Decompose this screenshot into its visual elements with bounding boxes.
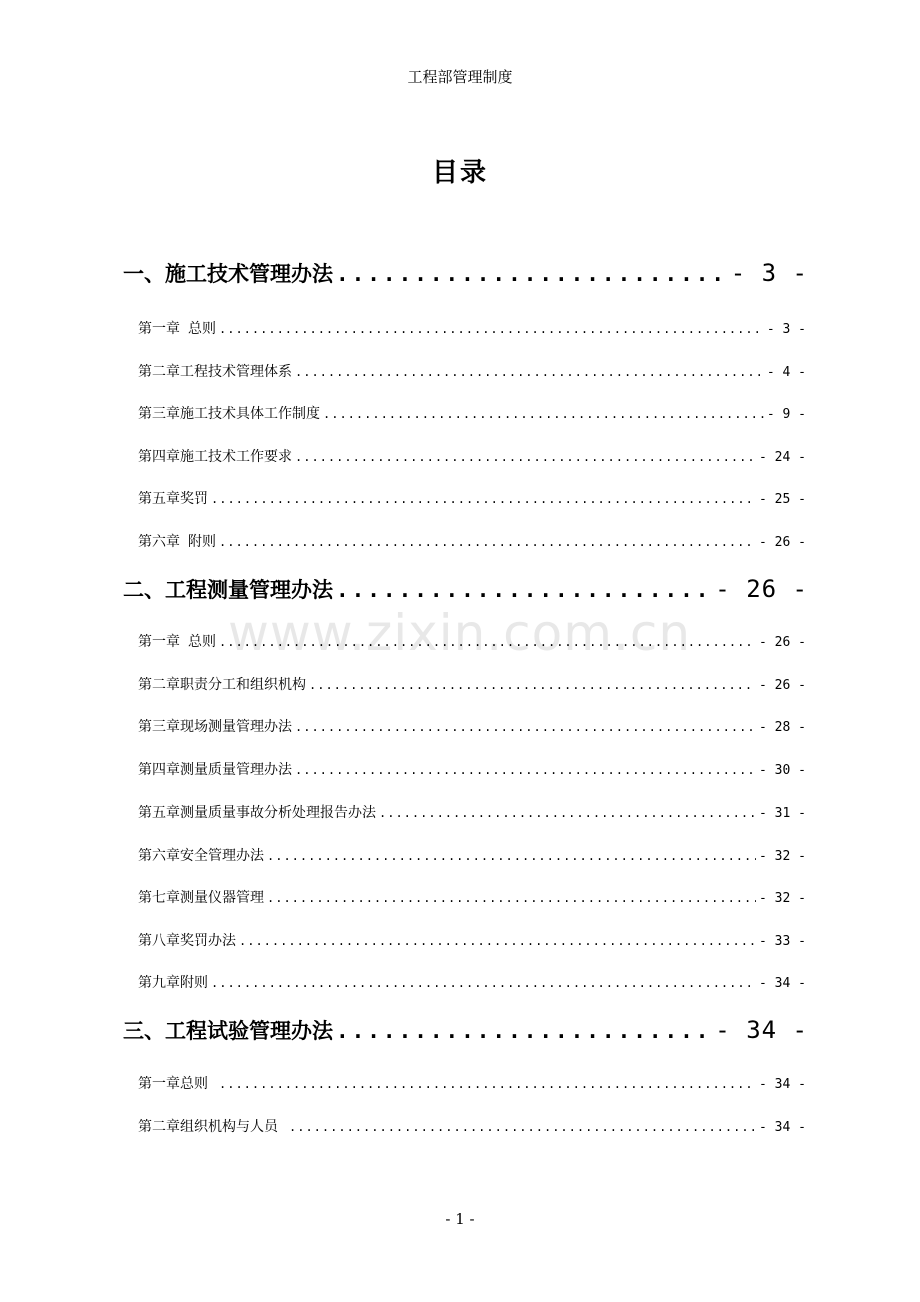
dot-leader [309, 678, 756, 692]
chapter-name: 测量质量管理办法 [180, 762, 292, 778]
toc-section-page: - 26 - [715, 575, 808, 603]
chapter-page: - 26 - [759, 635, 806, 650]
chapter-page: - 30 - [759, 763, 806, 778]
toc-chapter[interactable] [138, 1116, 806, 1136]
dot-leader [267, 849, 756, 863]
chapter-number: 第四章 [138, 449, 180, 465]
chapter-number: 第一章 [138, 634, 180, 650]
dot-leader [219, 1077, 756, 1091]
dot-leader [219, 635, 756, 649]
chapter-page: - 24 - [759, 450, 806, 465]
toc-chapter[interactable] [138, 845, 806, 865]
toc-chapter[interactable] [138, 631, 806, 651]
toc-section-label: 一、施工技术管理办法 [123, 262, 333, 286]
chapter-number: 第九章 [138, 975, 180, 991]
chapter-number: 第一章 [138, 1076, 180, 1092]
toc-chapter[interactable] [138, 802, 806, 822]
chapter-number: 第六章 [138, 534, 180, 550]
dot-leader [211, 976, 756, 990]
chapter-name: 测量仪器管理 [180, 890, 264, 906]
toc-section-page: - 3 - [730, 259, 808, 287]
dot-leader [323, 407, 764, 421]
chapter-page: - 25 - [759, 492, 806, 507]
chapter-page: - 26 - [759, 535, 806, 550]
chapter-number: 第七章 [138, 890, 180, 906]
chapter-name: 总则 [188, 321, 216, 337]
chapter-name: 测量质量事故分析处理报告办法 [180, 805, 376, 821]
chapter-name: 安全管理办法 [180, 848, 264, 864]
chapter-name: 组织机构与人员 [180, 1119, 278, 1135]
toc-chapter[interactable] [138, 674, 806, 694]
dot-leader [239, 934, 756, 948]
dot-leader [219, 322, 764, 336]
chapter-number: 第八章 [138, 933, 180, 949]
chapter-name: 附则 [180, 975, 208, 991]
chapter-name: 施工技术工作要求 [180, 449, 292, 465]
dot-leader [295, 763, 756, 777]
toc-chapter[interactable] [138, 759, 806, 779]
chapter-number: 第二章 [138, 677, 180, 693]
toc-title: 目录 [431, 158, 488, 188]
toc-section[interactable] [123, 1015, 808, 1045]
toc-chapter[interactable] [138, 488, 806, 508]
chapter-name: 附则 [188, 534, 216, 550]
watermark: www.zixin.com.cn [228, 604, 692, 662]
toc-section-label: 二、工程测量管理办法 [123, 578, 333, 602]
dot-leader [267, 891, 756, 905]
dot-leader [336, 262, 728, 286]
chapter-number: 第一章 [138, 321, 180, 337]
chapter-name: 总则 [180, 1076, 208, 1092]
chapter-page: - 31 - [759, 806, 806, 821]
chapter-name: 奖罚办法 [180, 933, 236, 949]
chapter-page: - 34 - [759, 1120, 806, 1135]
toc-chapter[interactable] [138, 531, 806, 551]
toc-chapter[interactable] [138, 403, 806, 423]
chapter-page: - 9 - [766, 407, 806, 422]
page-number: - 1 - [445, 1210, 475, 1228]
dot-leader [219, 535, 756, 549]
chapter-page: - 34 - [759, 976, 806, 991]
chapter-number: 第五章 [138, 491, 180, 507]
dot-leader [295, 720, 756, 734]
chapter-number: 第二章 [138, 364, 180, 380]
chapter-name: 总则 [188, 634, 216, 650]
toc-chapter[interactable] [138, 318, 806, 338]
toc-section[interactable] [123, 258, 808, 288]
chapter-number: 第二章 [138, 1119, 180, 1135]
chapter-name: 施工技术具体工作制度 [180, 406, 320, 422]
dot-leader [336, 1019, 712, 1043]
chapter-page: - 28 - [759, 720, 806, 735]
toc-chapter[interactable] [138, 887, 806, 907]
toc-section-label: 三、工程试验管理办法 [123, 1019, 333, 1043]
dot-leader [289, 1120, 756, 1134]
dot-leader [295, 450, 756, 464]
chapter-page: - 33 - [759, 934, 806, 949]
chapter-name: 奖罚 [180, 491, 208, 507]
dot-leader [295, 365, 764, 379]
chapter-page: - 4 - [766, 365, 806, 380]
toc-chapter[interactable] [138, 1073, 806, 1093]
toc-chapter[interactable] [138, 930, 806, 950]
chapter-page: - 34 - [759, 1077, 806, 1092]
chapter-page: - 26 - [759, 678, 806, 693]
toc-chapter[interactable] [138, 972, 806, 992]
chapter-page: - 32 - [759, 891, 806, 906]
chapter-number: 第三章 [138, 719, 180, 735]
toc-chapter[interactable] [138, 446, 806, 466]
chapter-page: - 32 - [759, 849, 806, 864]
dot-leader [379, 806, 756, 820]
toc-chapter[interactable] [138, 361, 806, 381]
toc-chapter[interactable] [138, 716, 806, 736]
toc-section-page: - 34 - [715, 1016, 808, 1044]
chapter-page: - 3 - [766, 322, 806, 337]
chapter-number: 第五章 [138, 805, 180, 821]
chapter-number: 第四章 [138, 762, 180, 778]
page-header: 工程部管理制度 [407, 68, 513, 86]
dot-leader [336, 578, 712, 602]
chapter-name: 职责分工和组织机构 [180, 677, 306, 693]
dot-leader [211, 492, 756, 506]
chapter-name: 现场测量管理办法 [180, 719, 292, 735]
toc-section[interactable] [123, 574, 808, 604]
chapter-number: 第三章 [138, 406, 180, 422]
chapter-name: 工程技术管理体系 [180, 364, 292, 380]
chapter-number: 第六章 [138, 848, 180, 864]
